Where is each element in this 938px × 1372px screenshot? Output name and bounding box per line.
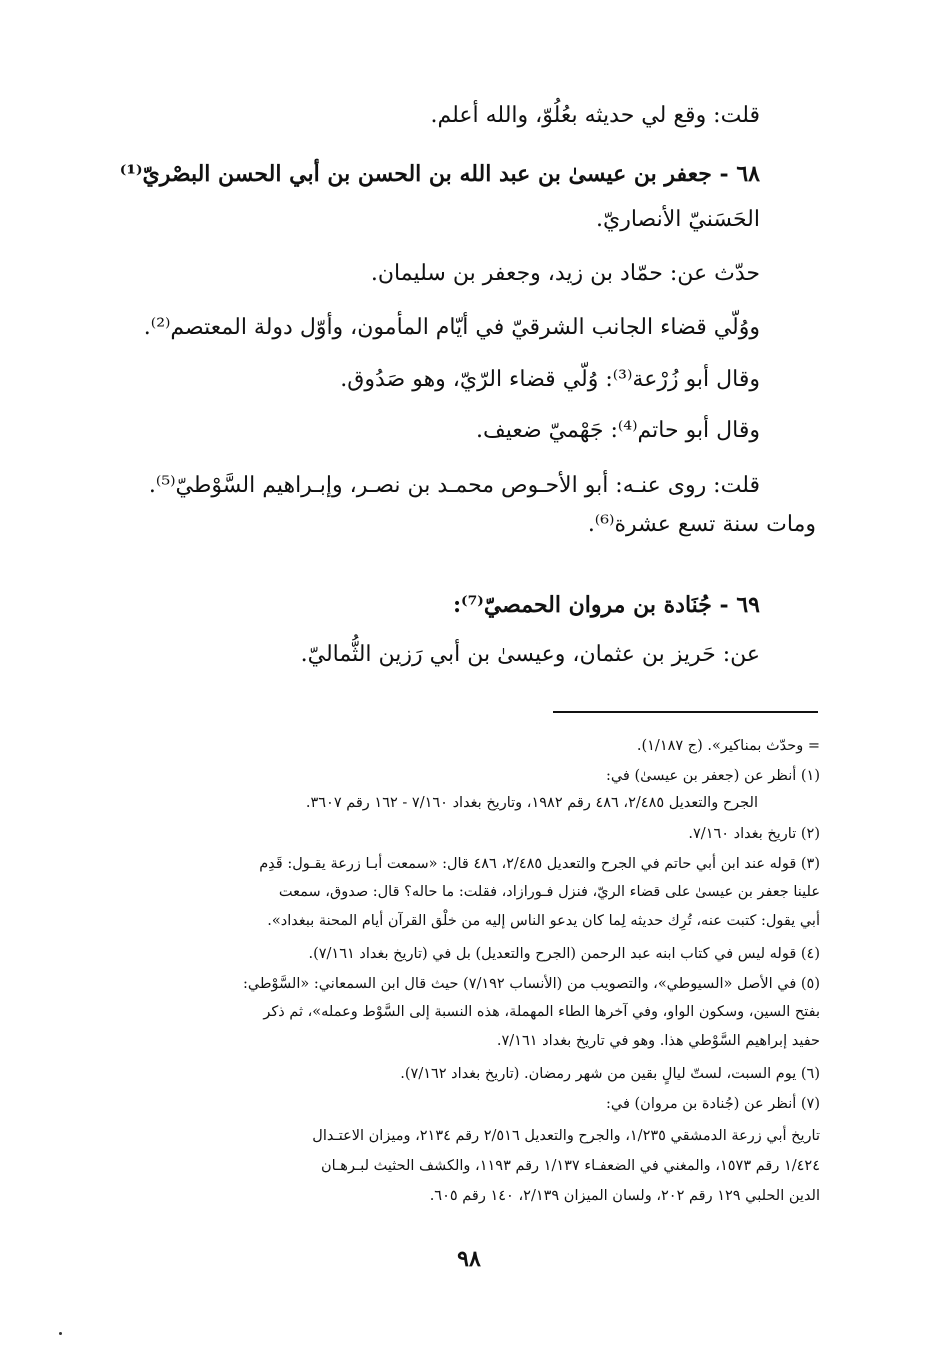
footnote-5-line-3: حفيد إبراهيم السَّوْطي هذا. وهو في تاريخ بغداد ٧/١٦١. [496, 1033, 820, 1049]
footnote-7-sources-line-3: الدين الحلبي ١٢٩ رقم ٢٠٢، ولسان الميزان ٢/١٣٩، ١٤٠ رقم ٦٠٥. [429, 1188, 820, 1204]
entry-68-abu-zura: وقال أبو زُرْعة⁽³⁾: وُلّي قضاء الرّيّ، وهو صَدُوق. [340, 367, 760, 392]
entry-68-death: ومات سنة تسع عشرة⁽⁶⁾. [587, 512, 816, 537]
footnote-7-sources-line-2: ١/٤٢٤ رقم ١٥٧٣، والمغني في الضعفـاء ١/١٣٧ رقم ١١٩٣، والكشف الحثيث لبـرهـان [320, 1158, 820, 1174]
footnote-7-sources-line-1: تاريخ أبي زرعة الدمشقي ١/٢٣٥، والجرح والتعديل ٢/٥١٦ رقم ٢١٣٤، وميزان الاعتـدال [312, 1128, 820, 1144]
footnote-7: (٧) أنظر عن (جُنادة بن مروان) في: [606, 1096, 820, 1112]
footnote-2: (٢) تاريخ بغداد ٧/١٦٠. [688, 826, 820, 842]
footnote-3-line-2: علينا جعفر بن عيسىٰ على قضاء الريّ، فنزل فـورازاد، فقلت: ما حاله؟ قال: صدوق، سمعت [278, 884, 820, 900]
entry-68-judgeship: ووُلّي قضاء الجانب الشرقيّ في أيّام المأمون، وأوّل دولة المعتصم⁽²⁾. [143, 315, 760, 340]
page-number: ٩٨ [457, 1246, 481, 1272]
footnote-3-line-3: أبي يقول: كتبت عنه، تُرِك حديثه لِما كان يدعو الناس إليه من خلْق القرآن أيام المحنة ببغداد». [267, 913, 820, 929]
footnote-1: (١) أنظر عن (جعفر بن عيسىٰ) في: [605, 768, 820, 784]
footnote-continuation: = وحدّث بمناكير». (ج ١/١٨٧). [636, 738, 820, 754]
entry-68-nisba-line: الحَسَنيّ الأنصاريّ. [595, 207, 760, 232]
entry-68-narrators: قلت: روى عنـه: أبو الأحـوص محمـد بن نصـر، وإبـراهيم السَّوْطيّ⁽⁵⁾. [148, 473, 760, 498]
footnote-4: (٤) قوله ليس في كتاب ابنه عبد الرحمن (الجرح والتعديل) بل في (تاريخ بغداد ٧/١٦١). [308, 946, 820, 962]
scan-speck [59, 1332, 62, 1335]
entry-69-heading: ٦٩ - جُنَادة بن مروان الحمصيّ⁽⁷⁾: [452, 592, 760, 618]
entry-68-abu-hatim: وقال أبو حاتم⁽⁴⁾: جَهْميّ ضعيف. [475, 418, 760, 443]
entry-68-heading: ٦٨ - جعفر بن عيسىٰ بن عبد الله بن الحسن بن أبي الحسن البصْريّ⁽¹⁾ [119, 161, 760, 187]
footnote-5: (٥) في الأصل «السيوطي»، والتصويب من (الأنساب ٧/١٩٢) حيث قال ابن السمعاني: «السَّوْطي: [242, 976, 820, 992]
footnote-3: (٣) قوله عند ابن أبي حاتم في الجرح والتعديل ٢/٤٨٥، ٤٨٦ قال: «سمعت أبـا زرعة يقـول: قَدِم [259, 856, 820, 872]
footnote-divider [553, 711, 818, 713]
entry-68-narrated-from: حدّث عن: حمّاد بن زيد، وجعفر بن سليمان. [370, 261, 760, 286]
text-line-remark-high-chain: قلت: وقع لي حديثه بعُلُوّ، والله أعلم. [430, 103, 760, 128]
footnote-6: (٦) يوم السبت، لستّ ليالٍ بقين من شهر رمضان. (تاريخ بغداد ٧/١٦٢). [400, 1066, 820, 1082]
entry-69-narrated-from: عن: حَريز بن عثمان، وعيسىٰ بن أبي رَزين الثُّماليّ. [300, 642, 760, 667]
footnote-1-sources: الجرح والتعديل ٢/٤٨٥، ٤٨٦ رقم ١٩٨٢، وتاريخ بغداد ٧/١٦٠ - ١٦٢ رقم ٣٦٠٧. [305, 795, 758, 811]
footnote-5-line-2: بفتح السين، وسكون الواو، وفي آخرها الطاء المهملة، هذه النسبة إلى السَّوْط وعمله»، ثم ذكر [263, 1004, 820, 1020]
